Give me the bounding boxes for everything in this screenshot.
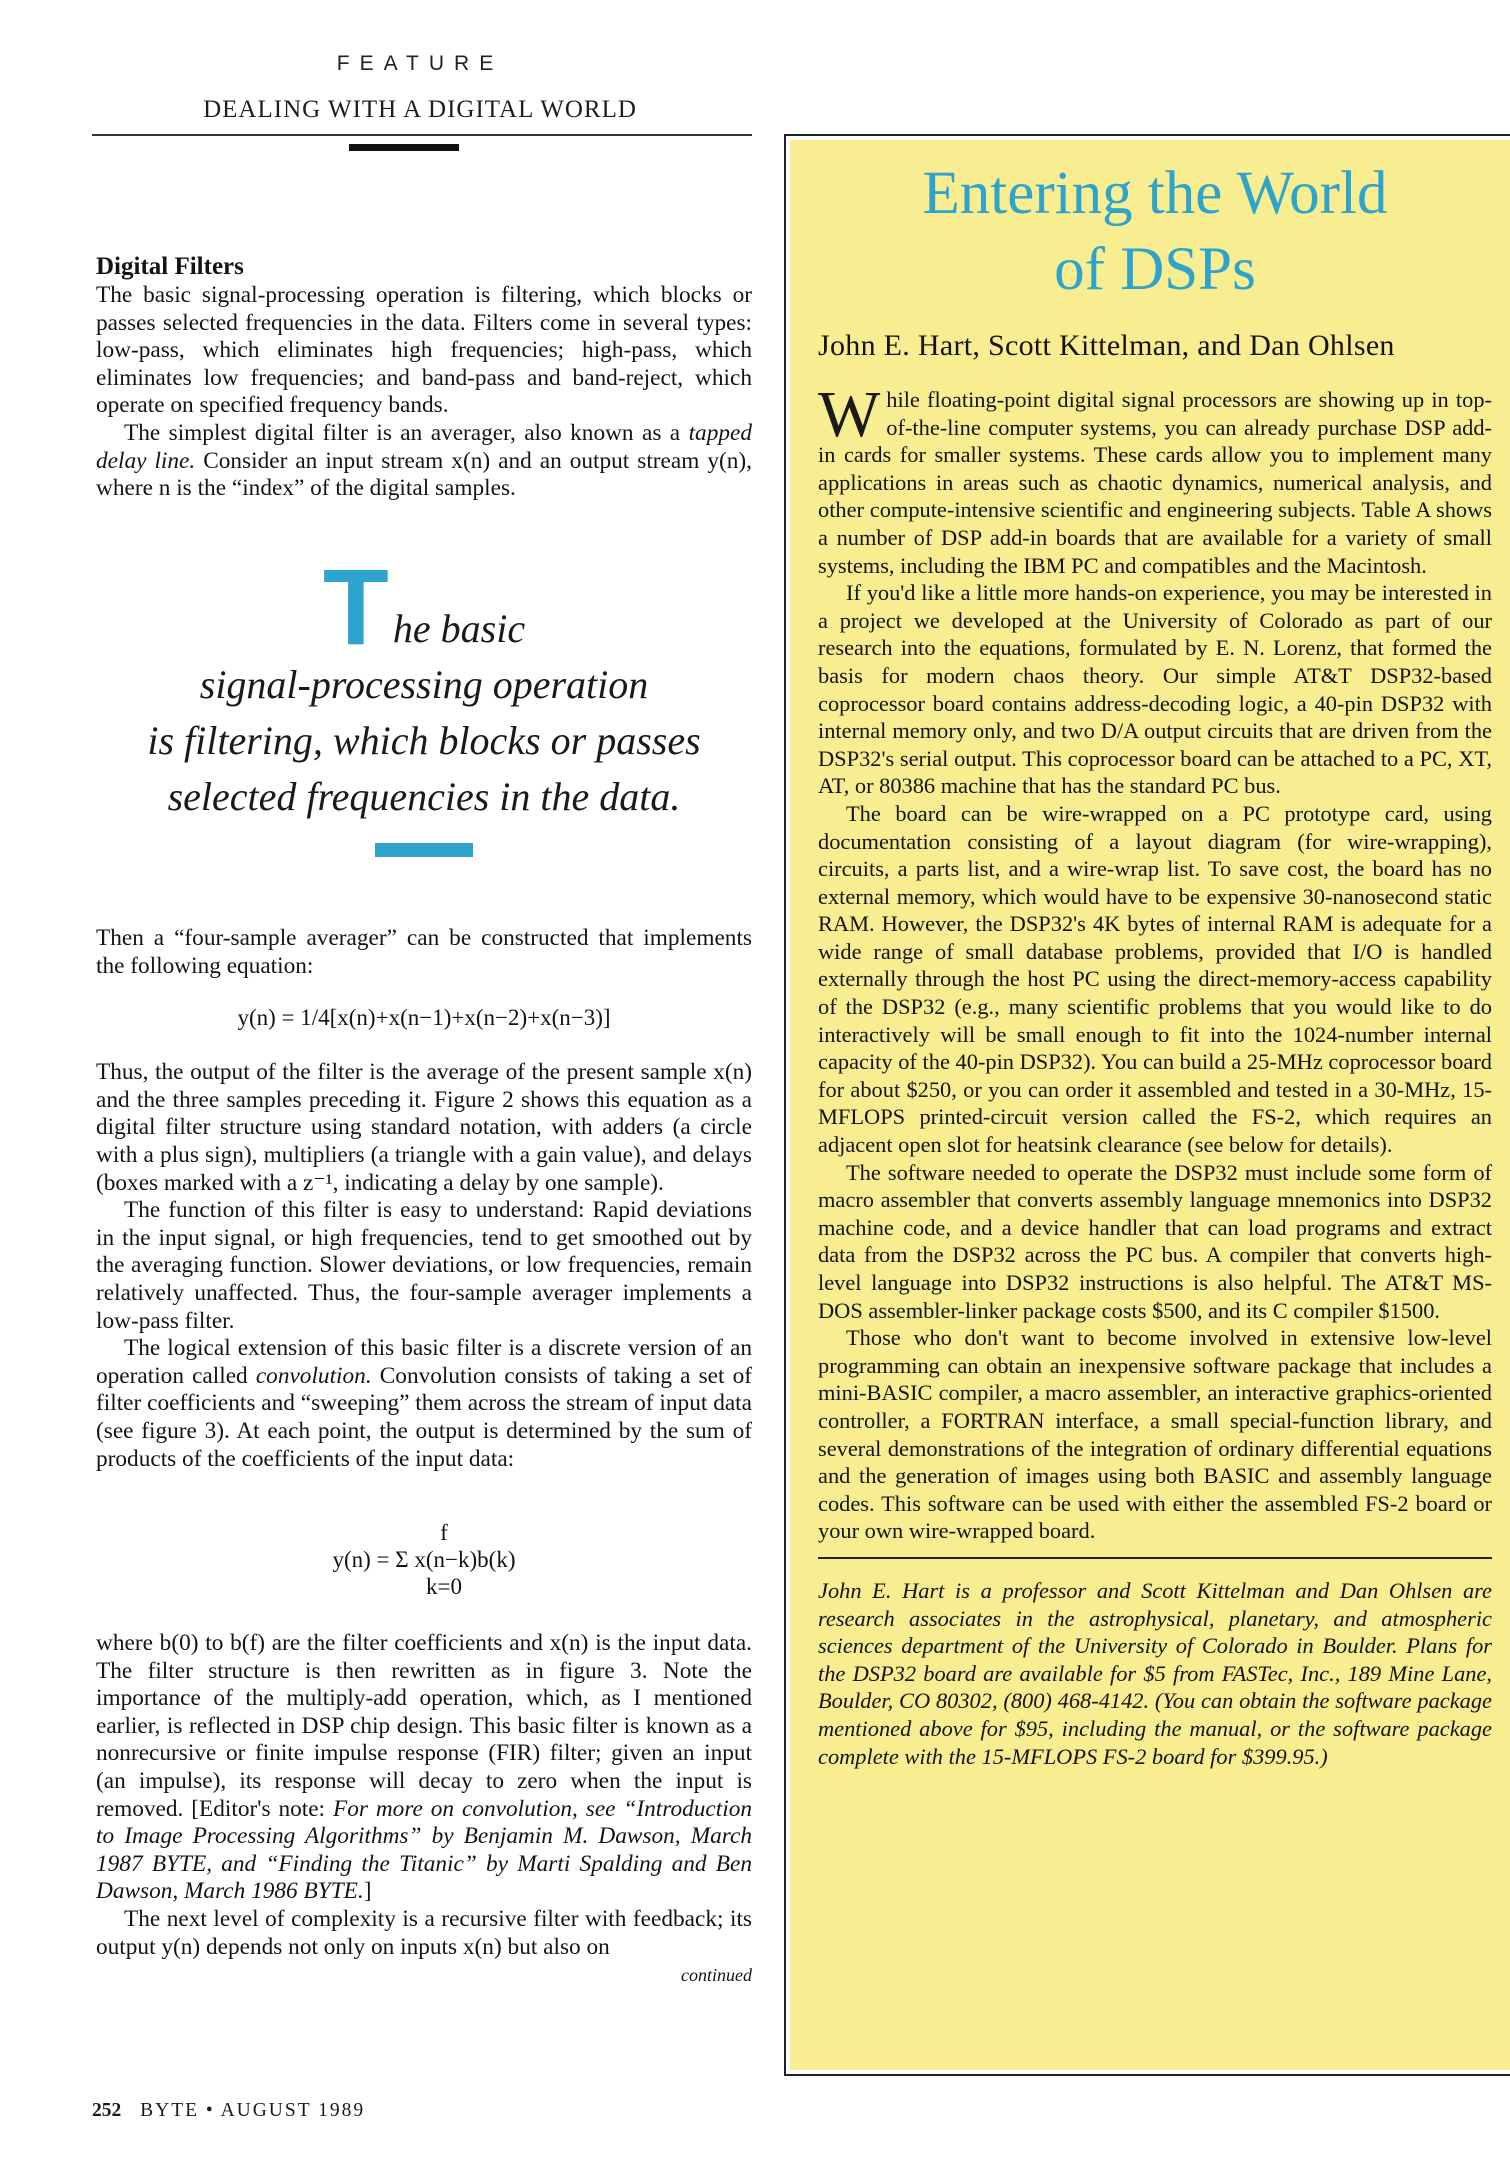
footer-separator: • xyxy=(205,2100,215,2121)
section-title: DEALING WITH A DIGITAL WORLD xyxy=(203,96,637,123)
pull-quote xyxy=(96,546,752,825)
author-bio: John E. Hart is a professor and Scott Kittelman and Dan Ohlsen are research associates in the astrophysical, planetary, and atmospheric sciences department of the University of Colorado in Boulder. Plans for the DSP32 board are available for $5 from FASTec, Inc., 189 Mine Lane, Boulder, CO 80302, (800) 468-4142. (You can obtain the software package mentioned above for $95, including the manual, or the software package complete with the 15-MFLOPS FS-2 board for $399.95.) xyxy=(818,1577,1492,1769)
pull-quote-line: is filtering, which blocks or passes xyxy=(147,718,701,763)
paragraph: Then a “four-sample averager” can be constructed that implements the following equation: xyxy=(96,925,752,979)
pull-quote-line: signal-processing operation xyxy=(199,662,649,707)
magazine-name: BYTE xyxy=(140,2100,200,2121)
paragraph: The software needed to operate the DSP32 must include some form of macro assembler that converts assembly language mnemonics into DSP32 machine code, and a device handler that can load programs and extract data from the DSP32 across the PC bus. A compiler that converts high-level language into DSP32 instructions is also helpful. The AT&T MS-DOS assembler-linker package costs $500, and its C compiler $1500. xyxy=(818,1159,1492,1323)
paragraph: The logical extension of this basic filter is a discrete version of an operation called convolution. Convolution consists of taking a set of filter coefficients and “sweeping” them across the stream of input data (see figure 3). At each point, the output is determined by the sum of products of the coefficients of the input data: xyxy=(96,1335,752,1472)
article-column xyxy=(96,252,752,503)
sidebar-title: Entering the World of DSPs xyxy=(922,160,1388,303)
drop-cap: W xyxy=(818,378,881,451)
paragraph: where b(0) to b(f) are the filter coefficients and x(n) is the input data. The filter structure is then rewritten as in figure 3. Note the importance of the multiply-add operation, which, as I mentioned earlier, is reflected in DSP chip design. This basic filter is known as a nonrecursive or finite impulse response (FIR) filter; given an input (an impulse), its response will decay to zero when the input is removed. [Editor's note: For more on convolution, see “Introduction to Image Processing Algorithms” by Benjamin M. Dawson, March 1987 BYTE, and “Finding the Titanic” by Marti Spalding and Ben Dawson, March 1986 BYTE.] xyxy=(96,1630,752,1905)
continued-label: continued xyxy=(681,1965,752,1986)
header-rule xyxy=(92,134,752,136)
paragraph: The simplest digital filter is an averager, also known as a tapped delay line. Consider an input stream x(n) and an output stream y(n), where n is the “index” of the digital samples. xyxy=(96,419,752,502)
section-heading: Digital Filters xyxy=(96,253,244,280)
pull-quote-line: he basic xyxy=(392,606,526,651)
paragraph: Thus, the output of the filter is the average of the present sample x(n) and the three samples preceding it. Figure 2 shows this equation as a digital filter structure using standard notation, with adders (a circle with a plus sign), multipliers (a triangle with a gain value), and delays (boxes marked with a z⁻¹, indicating a delay by one sample). xyxy=(96,1059,752,1196)
sidebar-authors: John E. Hart, Scott Kittelman, and Dan Ohlsen xyxy=(818,329,1395,362)
paragraph: The basic signal-processing operation is filtering, which blocks or passes selected frequencies in the data. Filters come in several types: low-pass, which eliminates high frequencies; high-pass, which eliminates low frequencies; and band-pass and band-reject, which operate on specified frequency bands. xyxy=(96,282,752,419)
paragraph: If you'd like a little more hands-on experience, you may be interested in a project we developed at the University of Colorado as part of our research into the equations, formulated by E. N. Lorenz, that formed the basis for modern chaos theory. Our simple AT&T DSP32-based coprocessor board contains address-decoding logic, a 40-pin DSP32 with internal memory only, and two D/A output circuits that are driven from the DSP32's serial output. This coprocessor board can be attached to a PC, XT, AT, or 80386 machine that has the standard PC bus. xyxy=(818,580,1492,799)
page-number: 252 xyxy=(92,2100,122,2121)
equation-averager: y(n) = 1/4[x(n)+x(n−1)+x(n−2)+x(n−3)] xyxy=(237,1005,611,1031)
issue-date: AUGUST 1989 xyxy=(220,2100,366,2121)
paragraph: Those who don't want to become involved in extensive low-level programming can obtain an inexpensive software package that includes a mini-BASIC compiler, a macro assembler, an interactive graphics-oriented controller, a FORTRAN interface, a small special-function library, and several demonstrations of the integration of ordinary differential equations and the generation of images using both BASIC and assembly language codes. This software can be used with either the assembled FS-2 board or your own wire-wrapped board. xyxy=(818,1325,1492,1544)
sidebar-body xyxy=(818,378,1492,1545)
pull-quote-bar xyxy=(375,843,473,857)
pull-quote-line: selected frequencies in the data. xyxy=(167,774,681,819)
header-bar xyxy=(349,144,459,151)
paragraph: The function of this filter is easy to understand: Rapid deviations in the input signal, or high frequencies, tend to get smoothed out by the averaging function. Slower deviations, or low frequencies, remain relatively unaffected. Thus, the four-sample averager implements a low-pass filter. xyxy=(96,1197,752,1334)
feature-label: FEATURE xyxy=(336,52,504,75)
paragraph: The next level of complexity is a recursive filter with feedback; its output y(n) depends not only on inputs x(n) but also on xyxy=(96,1906,752,1960)
pull-quote-initial: T xyxy=(322,546,389,667)
equation-convolution: f y(n) = Σ x(n−k)b(k) k=0 xyxy=(332,1520,516,1600)
paragraph: While floating-point digital signal processors are showing up in top-of-the-line computer systems, you can already purchase DSP add-in cards for smaller systems. These cards allow you to implement many applications in areas such as chaotic dynamics, numerical analysis, and other compute-intensive scientific and engineering subjects. Table A shows a number of DSP add-in boards that are available for a variety of small systems, including the IBM PC and compatibles and the Macintosh. xyxy=(818,378,1492,578)
article-column-lower xyxy=(96,925,752,1987)
page-footer xyxy=(92,2100,365,2122)
paragraph: The board can be wire-wrapped on a PC prototype card, using documentation consisting of a layout diagram (for wire-wrapping), circuits, a parts list, and a wire-wrap list. To save cost, the board has no external memory, which would have to be expensive 30-nanosecond static RAM. However, the DSP32's 4K bytes of internal RAM is adequate for a wide range of small database problems, provided that I/O is handled externally through the host PC using the direct-memory-access capability of the DSP32 (e.g., many scientific problems that you would like to do interactively will be small enough to fit into the 1024-number internal capacity of the 40-pin DSP32). You can build a 25-MHz coprocessor board for about $250, or you can order it assembled and tested in a 30-MHz, 15-MFLOPS printed-circuit version called the FS-2, which requires an adjacent open slot for heatsink clearance (see below for details). xyxy=(818,800,1492,1158)
sidebar-rule xyxy=(818,1557,1492,1559)
sidebar-box xyxy=(790,140,1510,2070)
